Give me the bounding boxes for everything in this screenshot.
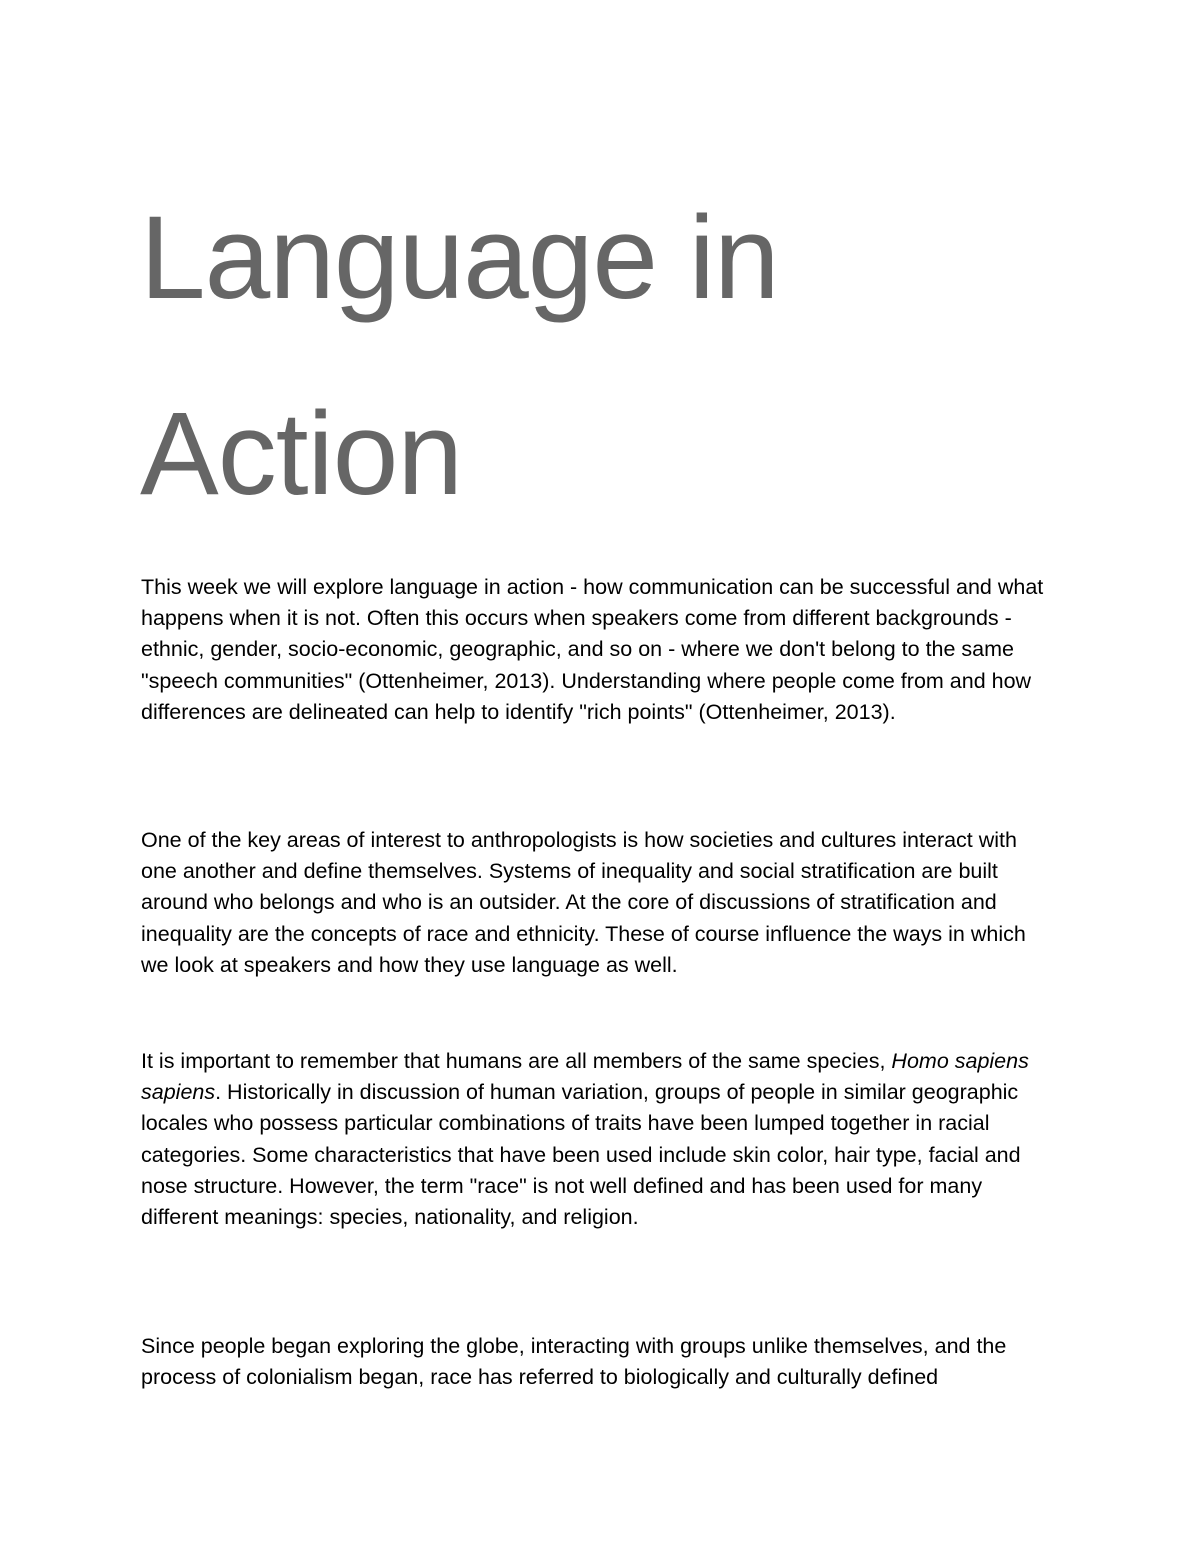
paragraph-colonialism: Since people began exploring the globe, interacting with groups unlike themselves, and the process of colonialism began, race has referred to biologically and culturally defined — [141, 1334, 1007, 1390]
paragraph-anthropology: One of the key areas of interest to anthropologists is how societies and cultures interact with one another and define themselves. Systems of inequality and social stratification are built around who belongs and who is an outsider. At the core of discussions of stratification and inequality are the concepts of race and ethnicity. These of course influence the ways in which we look at speakers and how they use language as well. — [141, 828, 1026, 977]
species-name-italic: Homo sapiens sapiens — [141, 1049, 1029, 1105]
paragraph-species — [141, 1046, 1056, 1233]
paragraph-intro: This week we will explore language in action - how communication can be successful and what happens when it is not. Often this occurs when speakers come from different backgrounds - ethnic, gender, socio-economic, geographic, and so on - where we don't belong to the same "speech communities" (Ottenheimer, 2013). Understanding where people come from and how differences are delineated can help to identify "rich points" (Ottenheimer, 2013). — [141, 575, 1044, 724]
paragraph-species-text-end: . Historically in discussion of human variation, groups of people in similar geographic locales who possess particular combinations of traits have been lumped together in racial categories. Some characteristics that have been used include skin color, hair type, facial and nose structure. However, the term "race" is not well defined and has been used for many different meanings: species, nationality, and religion. — [141, 1080, 1021, 1230]
paragraph-species-text-start: It is important to remember that humans are all members of the same species, — [141, 1049, 892, 1073]
page-title: Language in Action — [140, 192, 779, 520]
